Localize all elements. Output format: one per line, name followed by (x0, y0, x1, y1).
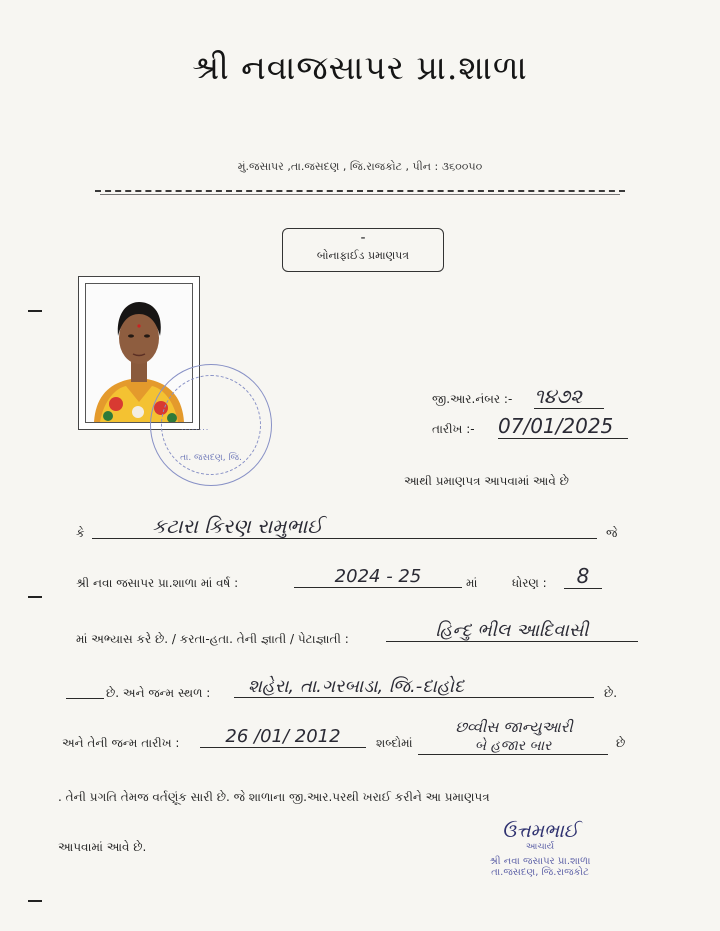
date-value: 07/01/2025 (498, 414, 628, 439)
header-divider (95, 190, 625, 192)
school-year-label: શ્રી નવા જસાપર પ્રા.શાળા માં વર્ષ : (76, 576, 239, 590)
academic-year-value: 2024 - 25 (294, 566, 462, 588)
school-address: મું.જસાપર ,તા.જસદણ , જિ.રાજકોટ , પીન : ૩૬૦૦૫૦ (237, 160, 483, 173)
words-label: શબ્દોમાં (376, 736, 413, 750)
ke-text: કે (76, 526, 85, 540)
dob-words-line2: બે હજાર બાર (418, 738, 608, 755)
margin-mark (28, 310, 42, 312)
certificate-title: બોનાફાઈડ પ્રમાણપત્ર (316, 249, 410, 262)
je-text: જે (606, 526, 618, 540)
gr-number-value: ૧૪૭૨ (534, 384, 604, 409)
dob-value: 26 /01/ 2012 (200, 726, 366, 748)
study-caste-label: માં અભ્યાસ કરે છે. / કરતા-હતા. તેની જ્ઞાતી / પેટાજ્ઞાતી : (76, 632, 349, 646)
maa-text: માં (466, 576, 478, 590)
school-name: શ્રી નવાજસાપર પ્રા.શાળા (192, 48, 528, 87)
birthplace-label: છે. અને જન્મ સ્થળ : (106, 686, 211, 700)
caste-value: હિન્દુ ભીલ આદિવાસી (386, 620, 638, 642)
margin-mark (28, 900, 42, 902)
blank-underline (66, 698, 104, 699)
standard-label: ધોરણ : (512, 576, 547, 590)
certificate-title-box (282, 228, 444, 272)
dob-words-line1: છવ્વીસ જાન્યુઆરી (455, 718, 573, 736)
dob-label: અને તેની જન્મ તારીખ : (62, 736, 180, 750)
che2-text: છે (616, 736, 626, 750)
signature-designation: આચાર્ય (525, 842, 555, 852)
date-label: તારીખ :- (432, 422, 475, 436)
school-stamp (150, 364, 272, 486)
che-text: છે. (604, 686, 618, 700)
progress-statement: . તેની પ્રગતિ તેમજ વર્તણૂંક સારી છે. જે શાળાના જી.આર.પરથી ખરાઈ કરીને આ પ્રમાણપત્ર (58, 790, 490, 804)
gr-number-label: જી.આર.નંબર :- (432, 392, 513, 406)
header-divider-secondary (100, 194, 620, 195)
birthplace-value: શહેરા, તા.ગરબાડા, જિ.-દાહોદ (234, 676, 594, 698)
signature-address: તા.જસદણ, જિ.રાજકોટ (491, 867, 589, 878)
stamp-text: તા. જસદણ, જિ. (180, 453, 242, 463)
title-dash: - (360, 230, 366, 246)
standard-value: 8 (564, 564, 602, 589)
intro-text: આથી પ્રમાણપત્ર આપવામાં આવે છે (404, 474, 569, 488)
signature-school: શ્રી નવા જસાપર પ્રા.શાળા (489, 856, 591, 867)
student-name: કટારા કિરણ રામુભાઈ (92, 514, 597, 539)
principal-signature-block (440, 820, 640, 878)
stamp-dots: ........ (181, 423, 210, 432)
closing-statement: આપવામાં આવે છે. (58, 840, 147, 854)
signature: ઉત્તમભાઈ (501, 820, 579, 842)
margin-mark (28, 596, 42, 598)
